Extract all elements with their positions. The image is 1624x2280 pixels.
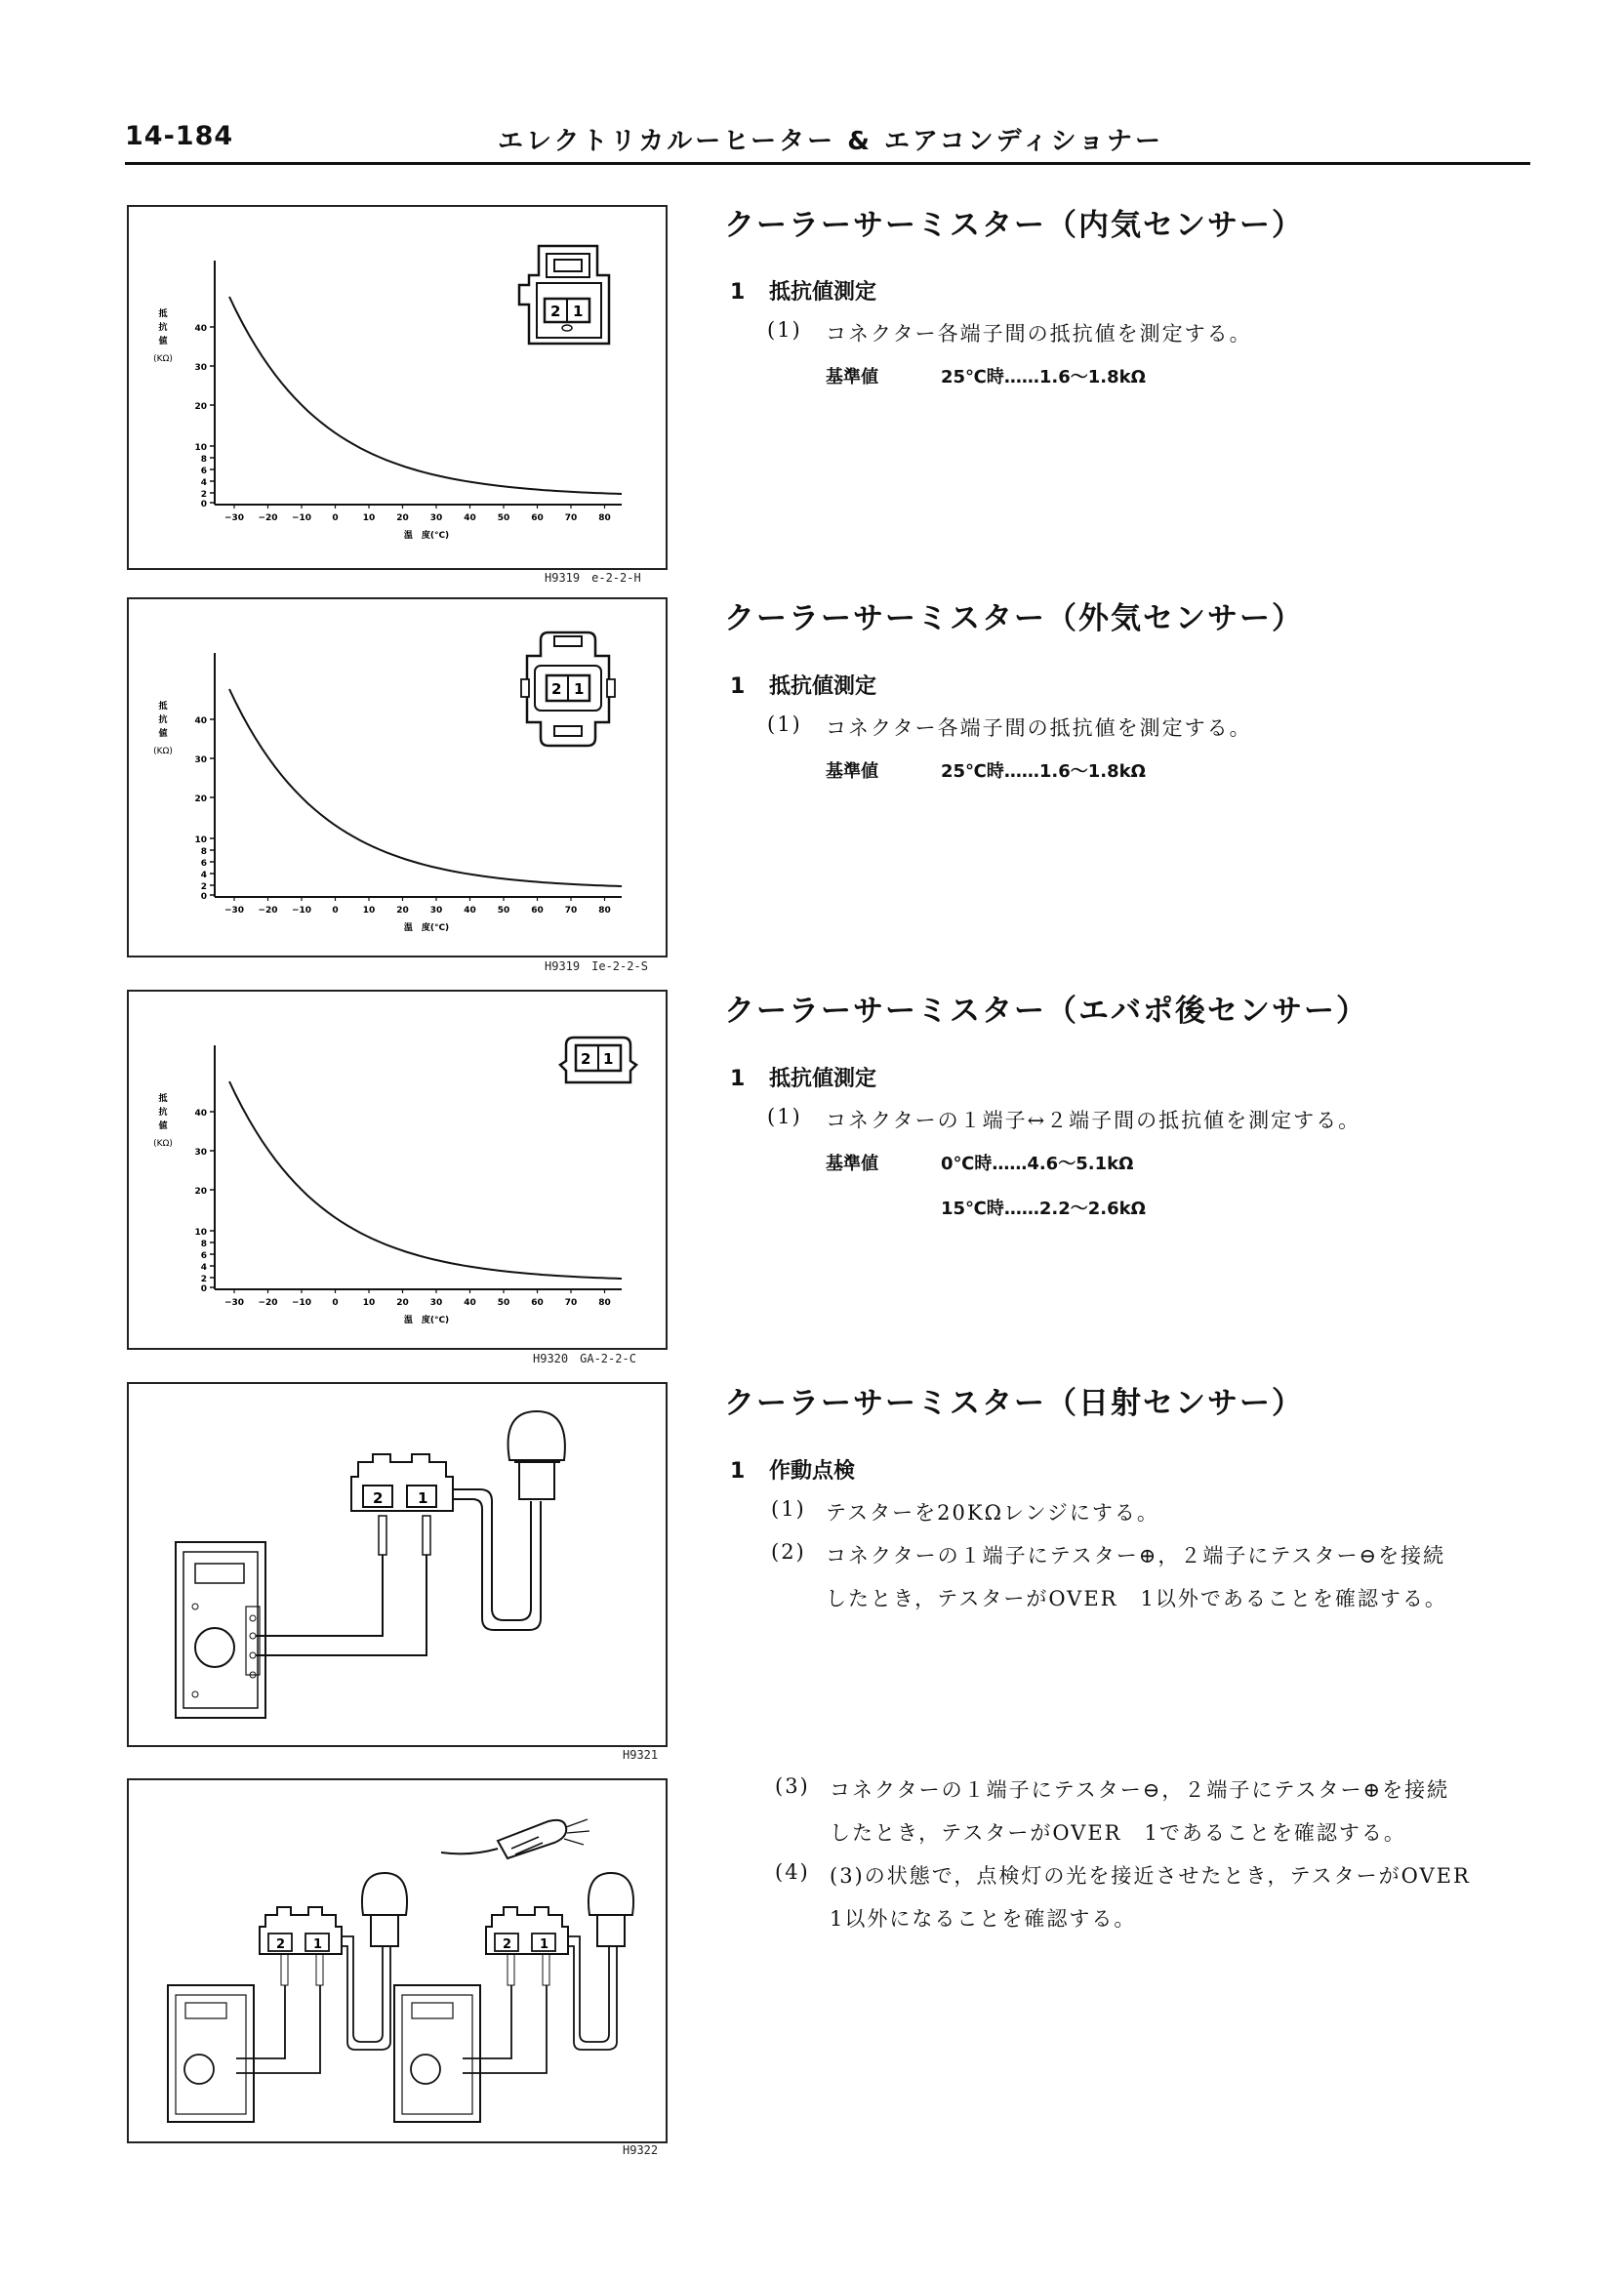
figure-graph-evaporator-sensor [127,990,668,1350]
standard-value: 基準値 0℃時……4.6〜5.1kΩ [826,1154,1134,1174]
figure-code: H9320 GA-2-2-C [533,1352,636,1365]
pin-2-label: 2 [503,1937,512,1952]
y-tick-label: 40 [194,1109,207,1119]
y-tick-label: 10 [194,1228,207,1238]
y-tick-label: 8 [200,847,207,857]
y-tick-label: 6 [200,859,207,869]
item-text: コネクターの１端子にテスター⊖，２端子にテスター⊕を接続 [830,1778,1450,1802]
tester-display [195,1564,244,1583]
y-tick-label: 40 [194,324,207,334]
item-text: 1以外になることを確認する。 [830,1907,1137,1931]
standard-value-2: 15℃時……2.2〜2.6kΩ [941,1199,1146,1219]
y-tick-label: 20 [194,794,207,804]
x-tick-label: 60 [531,1298,544,1308]
x-tick-label: 50 [497,906,510,916]
y-tick-label: 4 [200,478,207,488]
x-axis-label: 温 度(°C) [403,923,450,933]
step-heading: 1 作動点検 [730,1459,856,1484]
item-text: コネクター各端子間の抵抗値を測定する。 [826,716,1252,740]
pin-2-label: 2 [373,1489,384,1507]
resistance-graph [129,207,666,568]
y-axis-label-char: 抗 [158,323,168,333]
x-tick-label: 20 [396,1298,409,1308]
section-title: クーラーサーミスター（エバポ後センサー） [724,994,1368,1029]
pin-1-label: 1 [540,1937,549,1952]
x-tick-label: 0 [332,1298,339,1308]
x-tick-label: 10 [362,906,376,916]
y-axis-unit: (KΩ) [153,1139,173,1149]
item-number: (1) [767,712,802,736]
y-tick-label: 30 [194,363,207,373]
y-tick-label: 30 [194,755,207,765]
connector-icon [560,1038,636,1082]
figure-graph-interior-sensor [127,205,668,570]
inspection-lamp [441,1819,589,1858]
x-tick-label: 40 [464,1298,476,1308]
y-axis-unit: (KΩ) [153,354,173,364]
y-tick-label: 8 [200,455,207,465]
x-tick-label: 70 [564,906,578,916]
item-number: (4) [775,1860,810,1884]
x-tick-label: 30 [429,1298,443,1308]
item-text: コネクターの１端子にテスター⊕，２端子にテスター⊖を接続 [826,1544,1446,1568]
header-rule [125,162,1530,165]
y-axis-label-char: 値 [158,337,168,346]
x-tick-label: 10 [362,513,376,523]
x-tick-label: 20 [396,906,409,916]
y-axis-unit: (KΩ) [153,747,173,756]
y-tick-label: 20 [194,1187,207,1197]
pin-1-label: 1 [603,1050,614,1068]
y-tick-label: 2 [200,490,207,500]
x-axis-label: 温 度(°C) [403,531,450,541]
x-tick-label: 30 [429,906,443,916]
y-tick-label: 4 [200,1263,207,1273]
standard-value: 基準値 25℃時……1.6〜1.8kΩ [826,761,1146,782]
pin-2-label: 2 [551,680,562,698]
figure-graph-exterior-sensor [127,597,668,957]
y-tick-label: 0 [200,1284,207,1294]
page-number: 14-184 [125,121,234,151]
y-tick-label: 10 [194,443,207,453]
item-text: (3)の状態で，点検灯の光を接近させたとき，テスターがOVER [830,1864,1471,1888]
y-tick-label: 0 [200,892,207,902]
figure-solar-sensor-light-test [127,1778,668,2143]
item-number: (3) [775,1774,810,1798]
pin-1-label: 1 [418,1489,428,1507]
solar-sensor [508,1411,565,1460]
x-tick-label: 80 [598,513,611,523]
figure-solar-sensor-test [127,1382,668,1747]
y-axis-label-char: 抵 [158,309,168,319]
item-text: コネクター各端子間の抵抗値を測定する。 [826,322,1252,346]
x-tick-label: 70 [564,1298,578,1308]
pin-1-label: 1 [313,1937,323,1952]
connector-icon [521,632,615,746]
item-text: したとき，テスターがOVER 1以外であることを確認する。 [826,1587,1447,1610]
y-tick-label: 40 [194,716,207,726]
resistance-graph [129,992,666,1353]
y-tick-label: 2 [200,1275,207,1284]
x-tick-label: 80 [598,1298,611,1308]
x-axis-label: 温 度(°C) [403,1316,450,1325]
x-tick-label: 20 [396,513,409,523]
y-tick-label: 2 [200,882,207,892]
light-test-diagram [129,1780,666,2141]
x-tick-label: −20 [258,1298,278,1308]
x-tick-label: 70 [564,513,578,523]
y-tick-label: 8 [200,1240,207,1249]
x-tick-label: −30 [223,1298,245,1308]
y-axis-label-char: 抗 [158,1108,168,1118]
y-axis-label-char: 抵 [158,1094,168,1104]
section-title: クーラーサーミスター（外気センサー） [724,601,1304,636]
tester-dial [195,1628,234,1667]
x-tick-label: 40 [464,513,476,523]
x-tick-label: 10 [362,1298,376,1308]
x-tick-label: 30 [429,513,443,523]
x-tick-label: 0 [332,906,339,916]
item-text: テスターを20KΩレンジにする。 [826,1501,1159,1525]
standard-value: 基準値 25℃時……1.6〜1.8kΩ [826,367,1146,387]
x-tick-label: −20 [258,906,278,916]
x-tick-label: 50 [497,1298,510,1308]
y-axis-label-char: 抵 [158,702,168,712]
y-axis-label-char: 値 [158,1121,168,1131]
item-text: したとき，テスターがOVER 1であることを確認する。 [830,1821,1406,1845]
y-axis-label-char: 値 [158,729,168,739]
item-number: (1) [767,1105,802,1128]
x-tick-label: −10 [291,513,312,523]
y-tick-label: 6 [200,467,207,476]
pin-1-label: 1 [573,303,584,320]
figure-code: H9322 [623,2143,659,2157]
figure-code: H9321 [623,1748,659,1762]
x-tick-label: 60 [531,513,544,523]
x-tick-label: 80 [598,906,611,916]
x-tick-label: −30 [223,906,245,916]
y-axis-label-char: 抗 [158,715,168,725]
y-tick-label: 6 [200,1251,207,1261]
x-tick-label: 50 [497,513,510,523]
x-tick-label: 0 [332,513,339,523]
x-tick-label: −20 [258,513,278,523]
x-tick-label: 40 [464,906,476,916]
resistance-curve [229,1081,622,1279]
step-heading: 1 抵抗値測定 [730,1067,877,1091]
item-number: (1) [767,318,802,342]
solar-test-diagram [129,1384,666,1745]
item-text: コネクターの１端子↔２端子間の抵抗値を測定する。 [826,1109,1361,1132]
x-tick-label: −10 [291,906,312,916]
figure-code: H9319 Ie-2-2-S [545,959,648,973]
tester-body [176,1542,265,1718]
y-tick-label: 4 [200,871,207,880]
y-tick-label: 0 [200,500,207,509]
step-heading: 1 抵抗値測定 [730,674,877,699]
x-tick-label: −30 [223,513,245,523]
y-tick-label: 10 [194,835,207,845]
page-header-title: エレクトリカルーヒーター & エアコンディショナー [498,127,1164,156]
connector-icon [519,246,609,344]
resistance-graph [129,599,666,960]
y-tick-label: 20 [194,402,207,412]
section-title: クーラーサーミスター（日射センサー） [724,1386,1304,1421]
item-number: (1) [771,1497,806,1521]
pin-2-label: 2 [581,1050,591,1068]
item-number: (2) [771,1540,806,1564]
pin-2-label: 2 [276,1937,286,1952]
pin-1-label: 1 [574,680,585,698]
step-heading: 1 抵抗値測定 [730,280,877,305]
x-tick-label: 60 [531,906,544,916]
y-tick-label: 30 [194,1148,207,1158]
section-title: クーラーサーミスター（内気センサー） [724,208,1304,243]
figure-code: H9319 e-2-2-H [545,571,641,585]
pin-2-label: 2 [550,303,561,320]
x-tick-label: −10 [291,1298,312,1308]
